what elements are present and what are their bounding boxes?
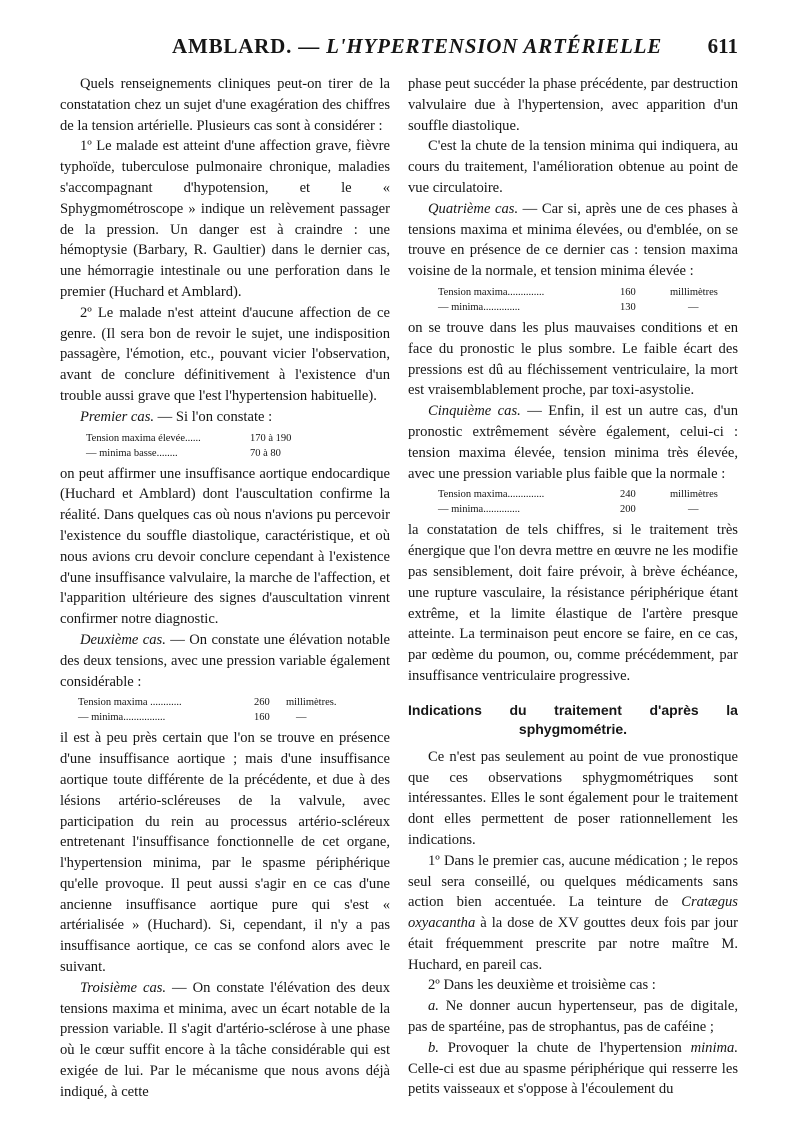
emphasis: minima. [690, 1039, 738, 1056]
table-unit: — [688, 504, 699, 516]
heading-word: la [726, 701, 738, 718]
table-row [438, 502, 738, 517]
header-dash: — [298, 34, 321, 58]
heading-word: traitement [554, 701, 622, 718]
paragraph: Ce n'est pas seulement au point de vue pronostique que ces observations sphygmométriques sont intéressantes. Elles le sont également pour le traitement dont elles permettent de poser rationnellement les indications. [408, 748, 738, 848]
table-label: Tension maxima.............. [438, 489, 545, 501]
paragraph: Quels renseignements cliniques peut-on tirer de la constatation chez un sujet d'une exagération des chiffres de la tension artérielle. Plusieurs cas sont à considérer : [60, 76, 390, 134]
paragraph: il est à peu près certain que l'on se trouve en présence d'une insuffisance aortique ; mais d'une insuffisance aortique toute différente de la précédente, et due à des lésions artério-scléreuses de la valvule, avec participation du rein au processus artério-scléreux entretenant l'insuffisance fonctionnelle de cet organe, l'hypertension minima, par le spasme périphérique qu'elle provoque. Il peut aussi s'agir en ce cas d'une ancienne insuffisance aortique pure qui s'est « artérialisée » (Huchard). Si, cependant, il n'y a pas insuffisance aortique, ce cas se confond alors avec le suivant. [60, 730, 390, 976]
case-text: — Enfin, il est un autre cas, d'un pronostic extrêmement sévère également, celui-ci : tension maxima élevée, tension minima très élevée, avec une pression variable plus faible que la normale : [408, 403, 738, 482]
table-value: 260 [254, 697, 270, 709]
case-text: — Car si, après une de ces phases à tensions maxima et minima élevées, ou d'emblée, on se trouve en présence de ce dernier cas : tension maxima voisine de la normale, et tension minima élevée : [408, 200, 739, 280]
table-row [438, 487, 738, 502]
plant-name: Cratægus oxyacantha [408, 894, 738, 932]
paragraph: 2º Dans les deuxième et troisième cas : [428, 977, 656, 994]
list-text: Celle-ci est due au spasme périphérique qui resserre les petits vaisseaux et s'oppose à l'écoulement du [408, 1060, 738, 1098]
table-value: 170 à 190 [250, 432, 292, 444]
right-column [408, 74, 738, 1103]
case-heading [408, 199, 738, 282]
case-heading [60, 978, 390, 1103]
table-label: — minima.............. [438, 301, 520, 313]
page-header [60, 34, 738, 74]
paragraph: 1º Le malade est atteint d'une affection grave, fièvre typhoïde, tuberculose pulmonaire chronique, maladies s'accompagnant d'hypotension, et le « Sphygmométroscope » indique un relèvement passager de la pression. Un danger est à craindre : une hémoptysie (Barbary, R. Gaultier) dans le dernier cas, une hémorragie intestinale ou une perforation dans le premier (Huchard et Amblard). [60, 138, 390, 300]
left-column [60, 74, 390, 1103]
case-heading [60, 630, 390, 692]
table-row [86, 446, 390, 461]
table-value: 160 [620, 286, 636, 298]
table-row [438, 300, 738, 315]
case-heading [408, 401, 738, 484]
page-number: 611 [707, 34, 738, 58]
case-text: — On constate une élévation notable des deux tensions, avec une pression variable également considérable : [60, 631, 390, 690]
table-label: Tension maxima.............. [438, 286, 545, 298]
table-value: 160 [254, 712, 270, 724]
table-value: 240 [620, 489, 636, 501]
table-value: 70 à 80 [250, 447, 281, 459]
table-unit: millimètres [670, 489, 718, 501]
table-row [86, 431, 390, 446]
list-marker: b. [428, 1039, 439, 1056]
table-label: Tension maxima élevée...... [86, 432, 201, 444]
text-run: à la dose de XV gouttes deux fois par jour était fréquemment prescrite par notre maître M. Huchard, en pareil cas. [408, 915, 738, 973]
pressure-table [60, 431, 390, 461]
list-item [408, 1038, 738, 1100]
text-columns [60, 74, 738, 1103]
list-item [408, 996, 738, 1038]
paragraph [408, 851, 738, 976]
case-label: Troisième cas. [80, 979, 167, 996]
table-unit: — [296, 712, 307, 724]
table-value: 130 [620, 301, 636, 313]
paragraph: phase peut succéder la phase précédente, par destruction valvulaire due à l'hypertension, avec apparition d'un souffle diastolique. [408, 76, 738, 134]
table-unit: — [688, 301, 699, 313]
heading-word: d'après [649, 701, 699, 718]
list-marker: a. [428, 998, 439, 1015]
pressure-table [408, 285, 738, 315]
table-row [78, 695, 390, 710]
heading-word: Indications [408, 701, 482, 718]
case-heading [60, 407, 390, 428]
table-value: 200 [620, 504, 636, 516]
table-label: — minima................ [78, 712, 166, 724]
section-heading-line [408, 701, 738, 720]
paragraph: on se trouve dans les plus mauvaises conditions et en face du pronostic le plus sombre. Le faible écart des pressions est dû au fléchissement ventriculaire, la mort est vraisemblablement proche, par toxi-asystolie. [408, 319, 738, 399]
table-label: — minima basse........ [86, 447, 178, 459]
pressure-table [60, 695, 390, 725]
author-name: AMBLARD. [172, 34, 293, 58]
table-row [438, 285, 738, 300]
case-label: Cinquième cas. [428, 403, 521, 420]
heading-word: du [509, 701, 527, 718]
text-run: 1º Dans le premier cas, aucune médication ; le repos seul sera conseillé, ou quelques médicaments sans action bien accentuée. La teinture de [408, 852, 738, 911]
case-label: Quatrième cas. [428, 200, 519, 217]
case-text: — On constate l'élévation des deux tensions maxima et minima, avec un écart notable de la pression variable. Il s'agit d'artério-sclérose à une phase où le cœur suffit encore à la tâche considérable qui est exigée de lui. Par le mécanisme que nous avons déjà indiqué, à cette [60, 979, 390, 1100]
paragraph: la constatation de tels chiffres, si le traitement très énergique que l'on devra mettre en œuvre ne les modifie pas sensiblement, doit faire prévoir, à brève échéance, une rupture vasculaire, la résistance périphérique étant extrême, et la limite élastique de l'artère presque atteinte. La terminaison peut encore se faire, en ce cas, par œdème du poumon, ou, comme précédemment, par insuffisance ventriculaire progressive. [408, 522, 738, 684]
paragraph: C'est la chute de la tension minima qui indiquera, au cours du traitement, l'amélioration obtenue au point de vue circulatoire. [408, 138, 738, 196]
paragraph: 2º Le malade n'est atteint d'aucune affection de ce genre. (Il sera bon de revoir le sujet, une indisposition passagère, l'émotion, etc., pouvant vicier l'observation, avant de conclure définitivement à l'existence d'un trouble aussi grave que l'est l'hypertension habituelle). [60, 304, 390, 404]
paragraph: on peut affirmer une insuffisance aortique endocardique (Huchard et Amblard) dont l'auscultation confirme la réalité. Dans quelques cas où nous n'avions pu percevoir l'existence du souffle diastolique, caractéristique, et où nous avions cru devoir conclure cependant à l'existence d'une insuffisance valvulaire, la marche de l'affection, et l'apparition ultérieure des signes d'auscultation vinrent confirmer notre diagnostic. [60, 465, 390, 628]
case-label: Deuxième cas. [80, 631, 166, 648]
section-heading-line: sphygmométrie. [518, 720, 628, 737]
case-text: — Si l'on constate : [154, 408, 273, 425]
list-text: Provoquer la chute de l'hypertension [438, 1039, 691, 1056]
table-row [78, 710, 390, 725]
case-label: Premier cas. [80, 408, 155, 425]
section-heading [408, 701, 738, 739]
article-title: L'HYPERTENSION ARTÉRIELLE [326, 34, 663, 58]
running-head [172, 34, 662, 59]
table-unit: millimètres [670, 286, 718, 298]
table-label: — minima.............. [438, 504, 520, 516]
pressure-table [408, 487, 738, 517]
list-text: Ne donner aucun hypertenseur, pas de digitale, pas de spartéine, pas de strophantus, pas de caféine ; [408, 998, 738, 1036]
table-label: Tension maxima ............ [78, 697, 182, 709]
table-unit: millimètres. [286, 697, 337, 709]
